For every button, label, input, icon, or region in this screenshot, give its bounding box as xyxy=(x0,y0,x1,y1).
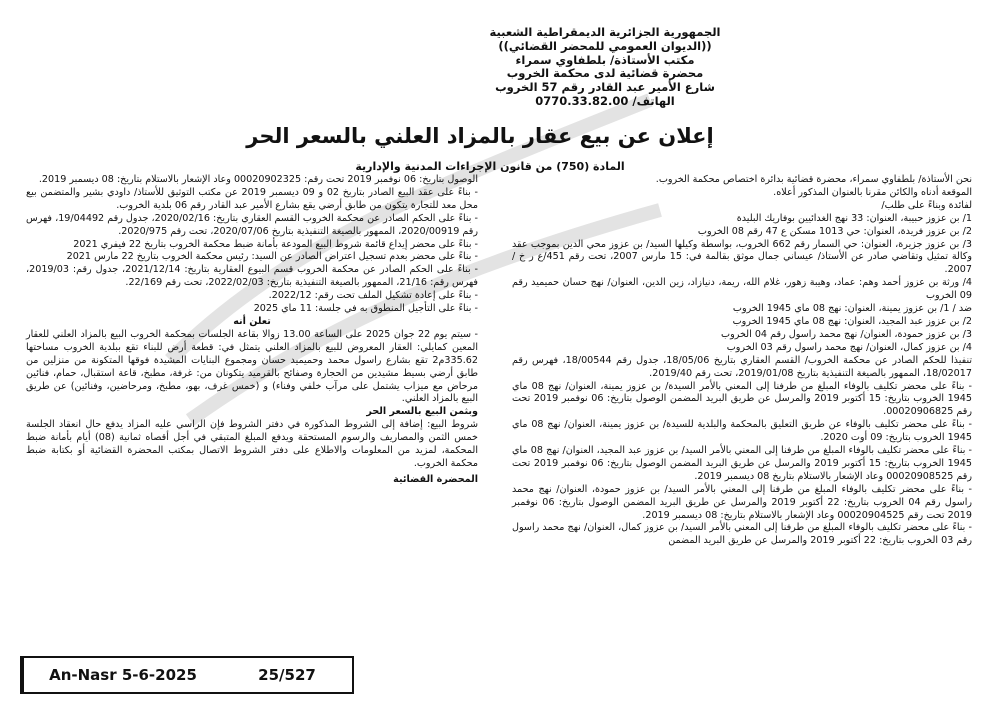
paragraph: تنفيذا للحكم الصادر عن محكمة الخروب/ القسم العقاري بتاريخ 18/05/06، جدول رقم 18/00544، فهرس رقم 18/02017، الممهور بالصيغة التنفيذية بتاريخ 2019/01/08، تحت رقم 2019/40. xyxy=(512,354,973,379)
claimant-item: 4/ ورثة بن عزوز أحمد وهم: عماد، وهيبة زهور، غلام الله، ريمة، دنيازاد، زين الدين، العنوان/ نهج حسان حميميد رقم 09 الخروب xyxy=(512,277,972,302)
header-line: ((الديوان العمومي للمحضر القضائي)) xyxy=(498,38,712,53)
paragraph: نحن الأستاذة/ بلطفاوي سمراء، محضرة قضائية بدائرة اختصاص محكمة الخروب. xyxy=(655,174,972,185)
sale-conditions: شروط البيع: إضافة إلى الشروط المذكورة في دفتر الشروط فإن الراسي عليه المزاد يدفع حال انعقاد الجلسة خمس الثمن والمصاريف والرسوم المستحقة ويدفع المبلغ المتبقي في أجل أقصاه ثمانية (08) أيام بأمانة ضبط المحكمة، لمزيد من المعلومات والاطلاع على دفتر الشروط الاتصال بمكتب المحضرة القضائية أو بكتابة ضبط محكمة الخروب. xyxy=(26,419,478,469)
sale-price-note: وبثمن البيع بالسعر الحر xyxy=(366,406,478,418)
sale-paragraph: - سيتم يوم 22 جوان 2025 على الساعة 13.00 زوالا بقاعة الجلسات بمحكمة الخروب البيع بالمزاد العلني للعقار المعين كمايلي: العقار المعروض للبيع بالمزاد العلني يتمثل في: قطعة أرض للبناء تقع ببلدية الخروب مساحتها 335.62م2 تقع بشارع راسول محمد وحميميد حسان ومجموع البنايات المشيدة فوقها المتكونة من منزلين من طابق أرضي بسيط مشيدين من الحجارة وصفائح بالقرميد يتكونان من: غرفة، مطبخ، قاعة استقبال، حمام، فنائين مرحاض مع ميزاب يشتمل على مرآب خلفي وفناء) و (خمس غرف، بهو، مطبخ، ومرحاضين، وفنائين) عن طريق البيع بالمزاد العلني. xyxy=(26,328,479,405)
paragraph: الموقعة أدناه والكائن مقرنا بالعنوان المذكور أعلاه. xyxy=(773,186,972,198)
header-line: مكتب الأستاذة/ بلطفاوي سمراء xyxy=(515,52,695,67)
left-column xyxy=(26,174,478,487)
paragraph: - بناءً على عقد البيع الصادر بتاريخ 02 و 09 ديسمبر 2019 عن مكتب التوثيق للأستاذ/ داودي بشير والمتضمن بيع محل معد للتجارة يتكون من طابق أرضي يقع بشارع الأمير عبد القادر رقم 06 بلدية الخروب. xyxy=(26,186,478,211)
paragraph: الوصول بتاريخ: 06 نوفمبر 2019 تحت رقم: 00020902325 وعاد الإشعار بالاستلام بتاريخ: 08 ديسمبر 2019. xyxy=(38,174,478,185)
paragraph: - بناءً على محضر بعدم تسجيل اعتراض الصادر عن السيد: رئيس محكمة الخروب بتاريخ 22 مارس 2021 xyxy=(66,251,478,263)
paragraph: - بناءً على محضر تكليف بالوفاء المبلغ من طرفنا إلى المعني بالأمر السيد/ بن عزوز عبد المجيد، العنوان/ نهج 08 ماي 1945 الخروب بتاريخ: 15 أكتوبر 2019 والمرسل عن طريق البريد المضمن الوصول بتاريخ: 06 نوفمبر 2019 تحت رقم 00020908525 وعاد الإشعار بالاستلام بتاريخ 08 ديسمبر 2019. xyxy=(512,445,973,482)
paragraph: - بناءً على محضر إيداع قائمة شروط البيع المودعة بأمانة ضبط محكمة الخروب بتاريخ 22 فيفري 2021 xyxy=(73,238,478,250)
signature: المحضرة القضائية xyxy=(393,473,478,485)
header-phone: الهاتف/ 0770.33.82.00 xyxy=(535,93,675,108)
paragraph: - بناءً على محضر تكليف بالوفاء المبلغ من طرفنا إلى المعني بالأمر السيدة/ بن عزوز يمينة، العنوان/ نهج 08 ماي 1945 الخروب بتاريخ: 15 أكتوبر 2019 والمرسل عن طريق البريد المضمن الوصول بتاريخ: 06 نوفمبر 2019 تحت رقم 00020906825. xyxy=(512,380,972,418)
claimant-item: 2/ بن عزوز فريدة، العنوان: حي 1013 مسكن ع 47 رقم 08 الخروب xyxy=(697,225,972,237)
header-line: شارع الأمير عبد القادر رقم 57 الخروب xyxy=(495,80,715,95)
notice-number: 25/527 xyxy=(258,666,316,684)
paragraph: - بناءً على محضر تكليف بالوفاء عن طريق التعليق بالمحكمة والبلدية للسيدة/ بن عزوز يمينة، العنوان/ نهج 08 ماي 1945 الخروب بتاريخ: 09 أوت 2020. xyxy=(512,419,972,444)
right-column xyxy=(512,174,972,548)
publication-footer xyxy=(20,656,354,694)
notice-subtitle: المادة (750) من قانون الإجراءات المدنية والإدارية xyxy=(355,160,625,173)
notice-title: إعلان عن بيع عقار بالمزاد العلني بالسعر الحر xyxy=(246,124,714,148)
paragraph: - بناءً على محضر تكليف بالوفاء المبلغ من طرفنا إلى المعني بالأمر السيد/ بن عزوز كمال، العنوان/ نهج محمد راسول رقم 03 الخروب بتاريخ: 22 أكتوبر 2019 والمرسل عن طريق البريد المضمن xyxy=(512,522,972,547)
defendant-item: 4/ بن عزوز كمال، العنوان/ نهج محمد راسول رقم 03 الخروب xyxy=(726,341,972,353)
defendant-item: ضد / 1/ بن عزوز يمينة، العنوان: نهج 08 ماي 1945 الخروب xyxy=(732,303,972,315)
publication-date: An-Nasr 5-6-2025 xyxy=(22,658,222,692)
header-line: محضرة قضائية لدى محكمة الخروب xyxy=(506,66,704,81)
defendant-item: 3/ بن عزوز حمودة، العنوان/ نهج محمد راسول رقم 04 الخروب xyxy=(721,328,972,340)
paragraph: - بناءً على الحكم الصادر عن محكمة الخروب قسم البيوع العقارية بتاريخ: 2021/12/14، جدول رقم: 2019/03، فهرس رقم: 21/16، الممهور بالصيغة التنفيذية بتاريخ: 2022/02/03، تحت رقم 22/169. xyxy=(26,264,478,289)
claimant-item: 3/ بن عزوز جزيرة، العنوان: حي السمار رقم 662 الخروب، بواسطة وكيلها السيد/ بن عزوز محي الدين بموجب عقد وكالة تمثيل وتقاضي صادر عن الأستاذ/ عيساني جمال موثق بقالمة في: 15 مارس 2007، تحت رقم 451/ع ر خ / 2007. xyxy=(512,238,973,276)
announcement-heading: تعلن أنه xyxy=(233,315,271,327)
paragraph: - بناءً على الحكم الصادر عن محكمة الخروب القسم العقاري بتاريخ: 2020/02/16، جدول رقم 19/04492، فهرس رقم 2020/00919، الممهور بالصيغة التنفيذية بتاريخ 2020/07/06، تحت رقم 2020/975. xyxy=(26,212,478,237)
paragraph: - بناءً على التأجيل المنطوق به في جلسة: 11 ماي 2025 xyxy=(253,303,478,315)
paragraph: - بناءً على إعادة تشكيل الملف تحت رقم: 2022/12. xyxy=(268,290,478,302)
paragraph: لفائدة وبناءً على طلب/ xyxy=(881,199,972,211)
header-line: الجمهورية الجزائرية الديمقراطية الشعبية xyxy=(489,25,721,39)
defendant-item: 2/ بن عزوز عبد المجيد، العنوان: نهج 08 ماي 1945 الخروب xyxy=(732,315,972,327)
paragraph: - بناءً على محضر تكليف بالوفاء المبلغ من طرفنا إلى المعني بالأمر السيد/ بن عزوز حمودة، العنوان/ نهج محمد راسول رقم 04 الخروب بتاريخ: 22 أكتوبر 2019 والمرسل عن طريق البريد المضمن الوصول بتاريخ: 06 نوفمبر 2019 تحت رقم 00020904525 وعاد الإشعار بالاستلام بتاريخ: 08 ديسمبر 2019. xyxy=(512,483,973,521)
office-header xyxy=(440,26,770,109)
claimant-item: 1/ بن عزوز حبيبة، العنوان: 33 نهج الغدائيين بوفاريك البليدة xyxy=(736,212,972,224)
